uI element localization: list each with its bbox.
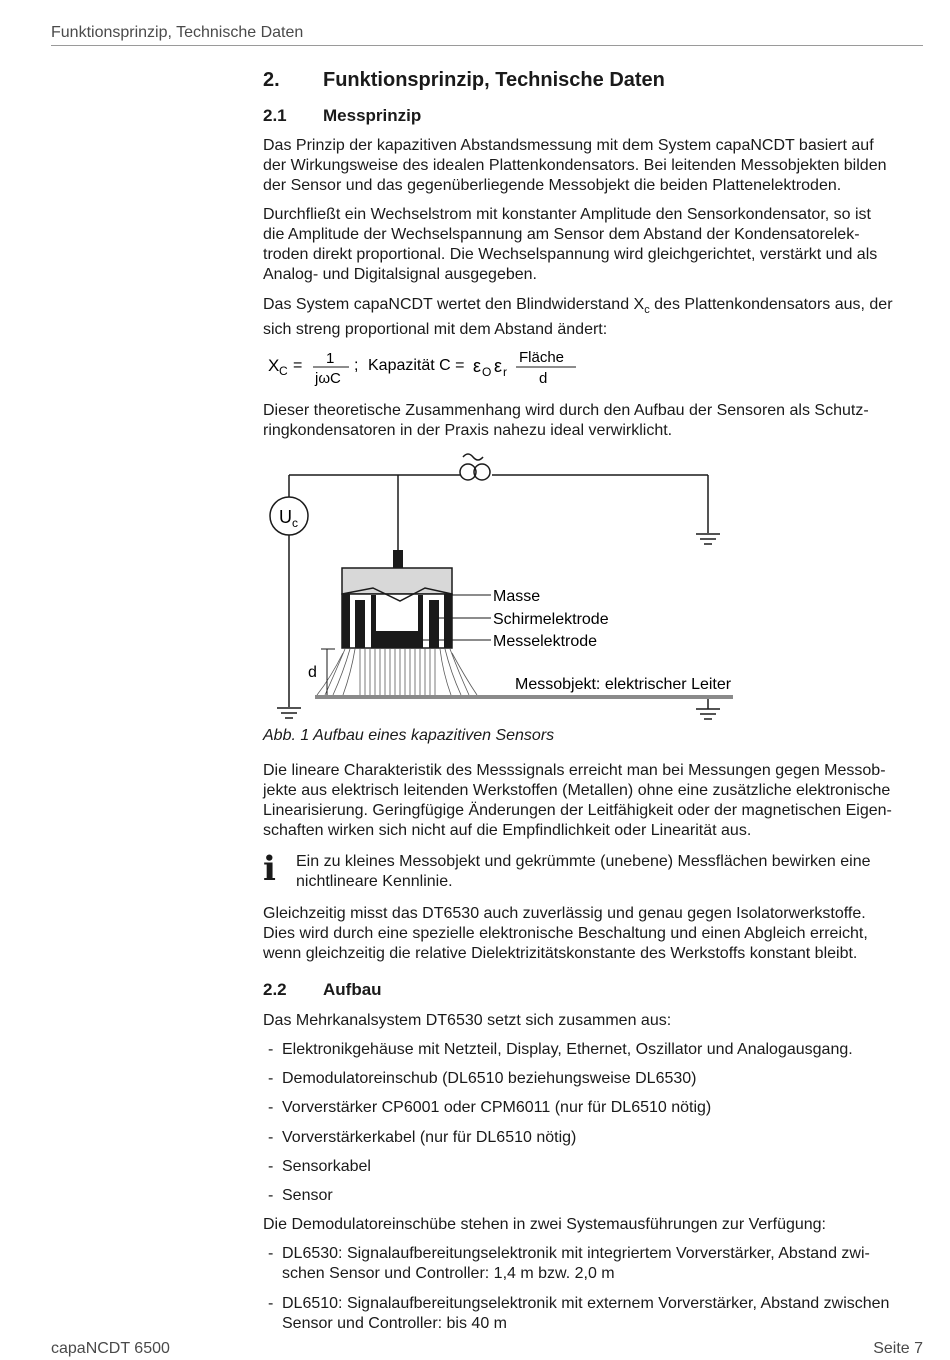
list-item-text <box>282 1244 870 1284</box>
distance-label: d <box>308 664 317 681</box>
formula-xc: X <box>268 356 280 375</box>
text-fragment: des Plattenkondensators aus, der <box>649 296 893 313</box>
info-note <box>296 852 871 892</box>
text-line: Dies wird durch eine spezielle elektronische Beschaltung und einen Abgleich erreicht, <box>263 925 868 942</box>
list-dash: - <box>268 1295 274 1312</box>
list-dash: - <box>268 1245 274 1262</box>
text-line: die Amplitude der Wechselspannung am Sensor dem Abstand der Kondensatorelek- <box>263 226 860 243</box>
label-messelektrode: Messelektrode <box>493 633 598 650</box>
list-dash: - <box>268 1158 274 1175</box>
paragraph-2 <box>263 205 923 285</box>
paragraph-1 <box>263 136 923 196</box>
text-line: jekte aus elektrisch leitenden Werkstoffen (Metallen) ohne eine zusätzliche elektronische <box>263 782 891 799</box>
text-line: nichtlineare Kennlinie. <box>296 873 453 890</box>
text-line: Das Prinzip der kapazitiven Abstandsmessung mit dem System capaNCDT basiert auf <box>263 137 874 154</box>
section-heading <box>263 70 665 90</box>
masse-wall <box>342 594 350 648</box>
sensor-connector <box>393 550 403 568</box>
header-rule <box>51 45 923 46</box>
uc-label: U <box>279 507 292 527</box>
field-lines <box>317 649 477 695</box>
paragraph-5 <box>263 761 923 841</box>
list-item-text <box>282 1294 889 1334</box>
text-line: Analog- und Digitalsignal ausgegeben. <box>263 266 537 283</box>
formula-capacity: Kapazität C = <box>368 357 465 374</box>
text-line: Ein zu kleines Messobjekt und gekrümmte (unebene) Messflächen bewirken eine <box>296 853 871 870</box>
text-line: Die lineare Charakteristik des Messsignals erreicht man bei Messungen gegen Messob- <box>263 762 886 779</box>
formula-epsr-sub: r <box>503 365 507 379</box>
subsection-title: Aufbau <box>323 980 382 999</box>
text-fragment: Das System capaNCDT wertet den Blindwiderstand X <box>263 296 645 313</box>
list-item-text: Sensor <box>282 1187 333 1204</box>
formula-eps0: ε <box>473 356 482 376</box>
paragraph-3 <box>263 295 923 340</box>
list-dash: - <box>268 1070 274 1087</box>
text-line: schaften wirken sich nicht auf die Empfindlichkeit oder Linearität aus. <box>263 822 752 839</box>
formula-epsr: ε <box>494 356 503 376</box>
text-line: DL6510: Signalaufbereitungselektronik mit externem Vorverstärker, Abstand zwischen <box>282 1295 890 1312</box>
paragraph-4 <box>263 401 923 441</box>
formula-eps0-sub: O <box>482 365 492 379</box>
running-header: Funktionsprinzip, Technische Daten <box>51 24 304 41</box>
formula-numerator-1: 1 <box>326 350 335 367</box>
list-item-text: Vorverstärkerkabel (nur für DL6510 nötig) <box>282 1129 577 1146</box>
uc-sub: c <box>292 516 298 530</box>
text-line: Dieser theoretische Zusammenhang wird durch den Aufbau der Sensoren als Schutz- <box>263 402 869 419</box>
info-icon: i <box>263 849 276 889</box>
list-item-text: Vorverstärker CP6001 oder CPM6011 (nur für DL6510 nötig) <box>282 1099 712 1116</box>
list-dash: - <box>268 1187 274 1204</box>
sensor-diagram <box>255 445 755 725</box>
list-dash: - <box>268 1099 274 1116</box>
aufbau-intro: Das Mehrkanalsystem DT6530 setzt sich zusammen aus: <box>263 1012 672 1029</box>
formula-xc-sub: C <box>279 364 288 378</box>
text-line: der Wirkungsweise des idealen Plattenkondensators. Bei leitenden Messobjekten bilden <box>263 157 887 174</box>
formula-separator: ; <box>354 357 359 374</box>
list-item-text: Sensorkabel <box>282 1158 371 1175</box>
subsection-number: 2.1 <box>263 106 287 125</box>
subsection-heading-2-2 <box>263 980 382 1000</box>
list-dash: - <box>268 1041 274 1058</box>
shield-electrode <box>429 600 439 648</box>
text-line: Linearisierung. Geringfügige Änderungen der Leitfähigkeit oder der magnetischen Eigen- <box>263 802 892 819</box>
list-dash: - <box>268 1129 274 1146</box>
subsection-number: 2.2 <box>263 980 287 999</box>
subsection-heading-2-1 <box>263 106 421 126</box>
formula-numerator-2: Fläche <box>519 349 565 366</box>
variants-intro: Die Demodulatoreinschübe stehen in zwei Systemausführungen zur Verfügung: <box>263 1216 826 1233</box>
footer-page-number: Seite 7 <box>873 1340 923 1357</box>
list-item-text: Elektronikgehäuse mit Netzteil, Display, Ethernet, Oszillator und Analogausgang. <box>282 1041 853 1058</box>
subscript: c <box>644 304 650 317</box>
text-line: wenn gleichzeitig die relative Dielektrizitätskonstante des Werkstoffs konstant bleibt. <box>263 945 858 962</box>
label-schirmelektrode: Schirmelektrode <box>493 611 609 628</box>
paragraph-6 <box>263 904 923 964</box>
target-plate <box>315 695 733 699</box>
text-line: Sensor und Controller: bis 40 m <box>282 1315 507 1332</box>
formula-equals: = <box>293 357 303 374</box>
text-line: sich streng proportional mit dem Abstand ändert: <box>263 321 608 339</box>
label-masse: Masse <box>493 588 541 605</box>
capacitance-formula <box>263 345 593 389</box>
text-line: ringkondensatoren in der Praxis nahezu ideal verwirklicht. <box>263 422 673 439</box>
text-line: Gleichzeitig misst das DT6530 auch zuverlässig und genau gegen Isolatorwerkstoffe. <box>263 905 866 922</box>
section-number: 2. <box>263 69 280 91</box>
text-line: DL6530: Signalaufbereitungselektronik mit integriertem Vorverstärker, Abstand zwi- <box>282 1245 870 1262</box>
section-title: Funktionsprinzip, Technische Daten <box>323 69 665 91</box>
measurement-electrode <box>373 631 421 648</box>
label-messobjekt: Messobjekt: elektrischer Leiter <box>515 676 732 693</box>
footer-product: capaNCDT 6500 <box>51 1340 170 1357</box>
list-item-text: Demodulatoreinschub (DL6510 beziehungsweise DL6530) <box>282 1070 697 1087</box>
formula-denominator-1: jωC <box>315 370 341 387</box>
subsection-title: Messprinzip <box>323 106 422 125</box>
text-line: troden direkt proportional. Die Wechselspannung wird gleichgerichtet, verstärkt und als <box>263 246 878 263</box>
ac-symbol-icon <box>463 454 483 460</box>
formula-denominator-2: d <box>539 370 548 387</box>
text-line: schen Sensor und Controller: 1,4 m bzw. 2,0 m <box>282 1265 615 1282</box>
text-line: Durchfließt ein Wechselstrom mit konstanter Amplitude den Sensorkondensator, so ist <box>263 206 871 223</box>
text-line: der Sensor und das gegenüberliegende Messobjekt die beiden Plattenelektroden. <box>263 177 842 194</box>
figure-caption: Abb. 1 Aufbau eines kapazitiven Sensors <box>263 727 555 744</box>
shield-electrode <box>355 600 365 648</box>
